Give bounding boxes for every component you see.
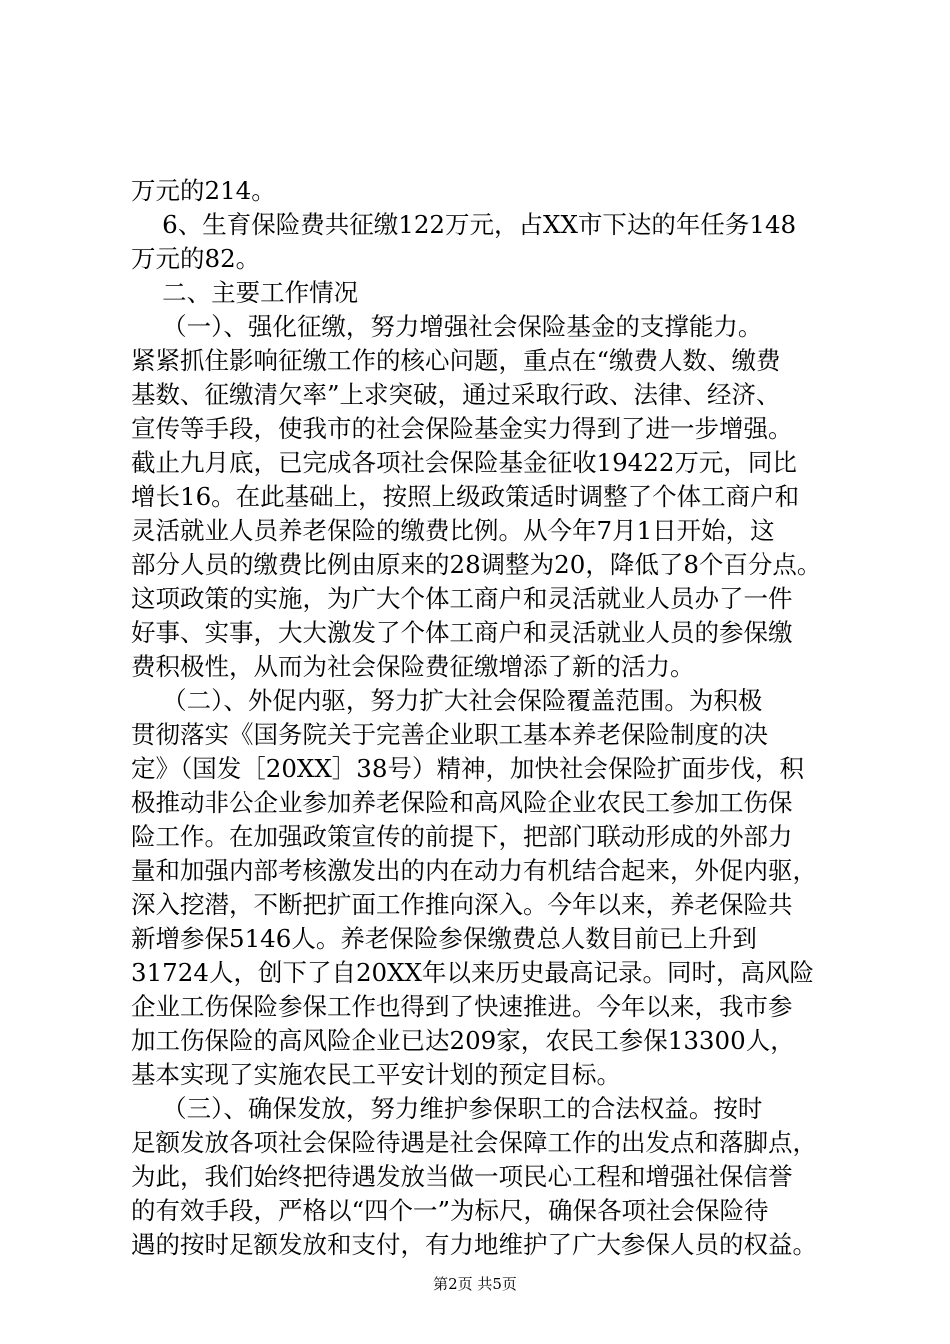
text-line: 险工作。在加强政策宣传的前提下，把部门联动形成的外部力 — [131, 822, 793, 851]
text-line: 基数、征缴清欠率”上求突破，通过采取行政、法律、经济、 — [131, 380, 781, 409]
text-line: 截止九月底，已完成各项社会保险基金征收19422万元，同比 — [131, 448, 797, 477]
section-heading: 二、主要工作情况 — [131, 278, 359, 307]
text-line: 量和加强内部考核激发出的内在动力有机结合起来，外促内驱， — [131, 856, 817, 885]
text-line: （二）、外促内驱，努力扩大社会保险覆盖范围。为积极 — [131, 686, 763, 715]
text-line: 足额发放各项社会保险待遇是社会保障工作的出发点和落脚点， — [131, 1128, 817, 1157]
text-line: 万元的82。 — [131, 244, 261, 273]
text-line: （一）、强化征缴，努力增强社会保险基金的支撑能力。 — [131, 312, 763, 341]
text-line: 宣传等手段，使我市的社会保险基金实力得到了进一步增强。 — [131, 414, 793, 443]
text-line: 好事、实事，大大激发了个体工商户和灵活就业人员的参保缴 — [131, 618, 793, 647]
text-line: 贯彻落实《国务院关于完善企业职工基本养老保险制度的决 — [131, 720, 768, 749]
text-line: 31724人，创下了自20XX年以来历史最高记录。同时，高风险 — [131, 958, 814, 987]
text-line: 企业工伤保险参保工作也得到了快速推进。今年以来，我市参 — [131, 992, 793, 1021]
text-line: （三）、确保发放，努力维护参保职工的合法权益。按时 — [131, 1094, 763, 1123]
text-line: 的有效手段，严格以“四个一”为标尺，确保各项社会保险待 — [131, 1196, 769, 1225]
text-line: 费积极性，从而为社会保险费征缴增添了新的活力。 — [131, 652, 695, 681]
text-line: 灵活就业人员养老保险的缴费比例。从今年7月1日开始，这 — [131, 516, 775, 545]
text-line: 新增参保5146人。养老保险参保缴费总人数目前已上升到 — [131, 924, 757, 953]
text-line: 极推动非公企业参加养老保险和高风险企业农民工参加工伤保 — [131, 788, 793, 817]
text-line: 万元的214。 — [131, 176, 276, 205]
text-line: 部分人员的缴费比例由原来的28调整为20，降低了8个百分点。 — [131, 550, 822, 579]
text-line: 加工伤保险的高风险企业已达209家，农民工参保13300人， — [131, 1026, 795, 1055]
text-line: 为此，我们始终把待遇发放当做一项民心工程和增强社保信誉 — [131, 1162, 793, 1191]
text-line: 遇的按时足额发放和支付，有力地维护了广大参保人员的权益。 — [131, 1230, 817, 1259]
text-line: 这项政策的实施，为广大个体工商户和灵活就业人员办了一件 — [131, 584, 793, 613]
text-line: 6、生育保险费共征缴122万元，占XX市下达的年任务148 — [131, 210, 797, 239]
page-footer: 第2页 共5页 — [433, 1275, 517, 1293]
text-line: 紧紧抓住影响征缴工作的核心问题，重点在“缴费人数、缴费 — [131, 346, 781, 375]
text-line: 定》（国发［20XX］38号）精神，加快社会保险扩面步伐，积 — [131, 754, 804, 783]
text-line: 深入挖潜，不断把扩面工作推向深入。今年以来，养老保险共 — [131, 890, 793, 919]
text-line: 增长16。在此基础上，按照上级政策适时调整了个体工商户和 — [131, 482, 800, 511]
text-line: 基本实现了实施农民工平安计划的预定目标。 — [131, 1060, 621, 1089]
